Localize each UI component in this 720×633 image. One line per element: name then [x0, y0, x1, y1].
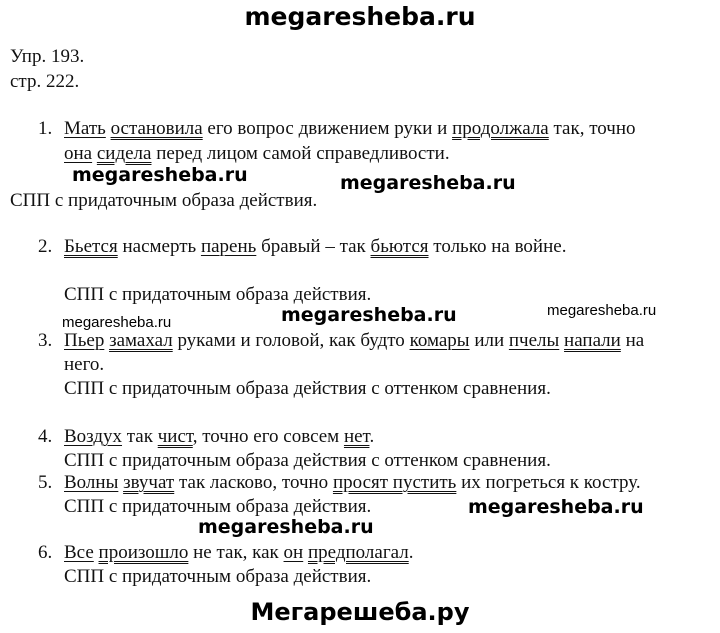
- item-3-sentence-a: [64, 330, 644, 351]
- subject-word: пчелы: [508, 330, 560, 351]
- watermark: megaresheba.ru: [281, 304, 457, 326]
- sentence-text: перед лицом самой справедливости.: [151, 143, 450, 164]
- item-1-sentence-a: [64, 118, 635, 139]
- item-6-type: СПП с придаточным образа действия.: [64, 566, 372, 587]
- item-2-line1: [38, 236, 566, 258]
- item-4-line1: [38, 426, 374, 448]
- watermark: megaresheba.ru: [547, 302, 657, 319]
- predicate-word: звучат: [123, 472, 175, 493]
- predicate-word: напали: [564, 330, 621, 351]
- item-6-sentence: [64, 542, 413, 563]
- item-3-type: СПП с придаточным образа действия с оттенком сравнения.: [64, 378, 551, 399]
- exercise-number: Упр. 193.: [10, 46, 85, 67]
- item-number: 5.: [38, 472, 53, 493]
- subject-word: Все: [64, 542, 94, 563]
- item-1-line2: [64, 143, 450, 165]
- item-number: 4.: [38, 426, 53, 447]
- item-number: 3.: [38, 330, 53, 351]
- item-4-sentence: [64, 426, 374, 447]
- watermark: megaresheba.ru: [198, 516, 374, 538]
- item-1-type: СПП с придаточным образа действия.: [10, 190, 318, 211]
- subject-word: Волны: [64, 472, 119, 493]
- sentence-text: или: [469, 330, 509, 351]
- subject-word: Пьер: [64, 330, 105, 351]
- sentence-text: насмерть: [117, 236, 201, 257]
- sentence-text: не так, как: [188, 542, 284, 563]
- predicate-word: бьются: [370, 236, 429, 257]
- item-6-line1: [38, 542, 413, 564]
- item-5-sentence: [64, 472, 641, 493]
- sentence-text: его вопрос движением руки и: [202, 118, 453, 139]
- watermark: megaresheba.ru: [62, 314, 172, 331]
- item-number: 2.: [38, 236, 53, 257]
- predicate-word: нет: [343, 426, 370, 447]
- subject-word: парень: [200, 236, 257, 257]
- subject-word: комары: [409, 330, 470, 351]
- sentence-text: так: [122, 426, 158, 447]
- predicate-word: продолжала: [452, 118, 549, 139]
- predicate-word: просят пустить: [332, 472, 457, 493]
- sentence-text: так ласково, точно: [174, 472, 333, 493]
- subject-word: Воздух: [64, 426, 123, 447]
- predicate-word: произошло: [98, 542, 189, 563]
- item-2-sentence: [64, 236, 566, 257]
- item-5-type: СПП с придаточным образа действия.: [64, 496, 372, 517]
- page-number: стр. 222.: [10, 71, 80, 92]
- item-3-line2: [64, 354, 104, 376]
- item-2-type: СПП с придаточным образа действия.: [64, 284, 372, 305]
- watermark: megaresheba.ru: [340, 172, 516, 194]
- sentence-text: .: [369, 426, 375, 447]
- sentence-text: руками и головой, как будто: [172, 330, 410, 351]
- predicate-word: предполагал: [307, 542, 409, 563]
- sentence-text: бравый – так: [256, 236, 371, 257]
- watermark: megaresheba.ru: [72, 164, 248, 186]
- sentence-text: на: [620, 330, 645, 351]
- predicate-word: замахал: [109, 330, 173, 351]
- item-5-line1: [38, 472, 641, 494]
- item-3-line1: [38, 330, 644, 352]
- site-header: megaresheba.ru: [244, 2, 476, 31]
- sentence-text: только на войне.: [428, 236, 567, 257]
- sentence-text: их погреться к костру.: [456, 472, 641, 493]
- predicate-word: Бьется: [64, 236, 118, 257]
- subject-word: он: [283, 542, 304, 563]
- sentence-text: него.: [64, 354, 105, 375]
- subject-word: Мать: [64, 118, 106, 139]
- site-footer: Мегарешеба.ру: [250, 598, 470, 626]
- sentence-text: , точно его совсем: [192, 426, 344, 447]
- item-4-type: СПП с придаточным образа действия с оттенком сравнения.: [64, 450, 551, 471]
- sentence-text: .: [408, 542, 414, 563]
- predicate-word: сидела: [96, 143, 152, 164]
- item-number: 6.: [38, 542, 53, 563]
- item-1-line1: [38, 118, 635, 140]
- predicate-word: остановила: [110, 118, 203, 139]
- sentence-text: так, точно: [548, 118, 636, 139]
- subject-word: она: [64, 143, 93, 164]
- item-number: 1.: [38, 118, 53, 139]
- predicate-word: чист: [157, 426, 193, 447]
- watermark: megaresheba.ru: [468, 496, 644, 518]
